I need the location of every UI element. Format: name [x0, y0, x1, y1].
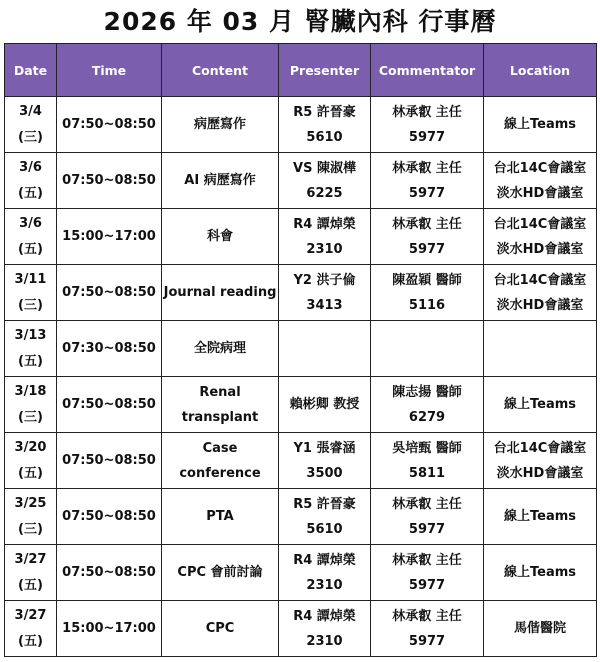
location-cell [484, 377, 597, 433]
presenter-line: VS 陳淑樺 [293, 160, 356, 176]
date-text: 3/13 [14, 327, 47, 343]
location-cell [484, 153, 597, 209]
weekday-text: (三) [18, 521, 43, 537]
presenter-line: R5 許晉豪 [293, 496, 356, 512]
date-text: 3/27 [14, 607, 47, 623]
commentator-line: 林承叡 主任 [392, 496, 462, 512]
weekday-text: (五) [18, 353, 43, 369]
commentator-cell [371, 489, 484, 545]
presenter-line: R5 許晉豪 [293, 104, 356, 120]
commentator-line: 林承叡 主任 [392, 160, 462, 176]
weekday-text: (五) [18, 577, 43, 593]
table-row [5, 321, 597, 377]
presenter-line: 3500 [306, 465, 343, 481]
content-cell: CPC [162, 601, 279, 657]
content-cell: Case conference [162, 433, 279, 489]
content-cell: 科會 [162, 209, 279, 265]
commentator-line: 5977 [408, 185, 446, 201]
date-text: 3/11 [14, 271, 47, 287]
content-cell: Renal transplant [162, 377, 279, 433]
content-cell: Journal reading [162, 265, 279, 321]
presenter-cell [279, 601, 371, 657]
presenter-line: R4 譚焯榮 [293, 216, 356, 232]
time-cell: 07:50~08:50 [57, 377, 162, 433]
commentator-line: 5977 [408, 129, 446, 145]
table-row [5, 265, 597, 321]
time-cell: 07:50~08:50 [57, 433, 162, 489]
table-row [5, 433, 597, 489]
date-cell [5, 153, 57, 209]
date-cell [5, 97, 57, 153]
weekday-text: (三) [18, 297, 43, 313]
weekday-text: (三) [18, 129, 43, 145]
time-cell: 07:30~08:50 [57, 321, 162, 377]
date-cell [5, 265, 57, 321]
presenter-cell [279, 489, 371, 545]
location-line: 線上Teams [503, 509, 576, 524]
commentator-cell [371, 377, 484, 433]
table-row [5, 209, 597, 265]
presenter-line: 5610 [306, 521, 343, 537]
weekday-text: (五) [18, 185, 43, 201]
commentator-cell [371, 209, 484, 265]
commentator-line: 林承叡 主任 [392, 608, 462, 624]
commentator-cell [371, 545, 484, 601]
presenter-line: 6225 [306, 185, 343, 201]
location-cell [484, 601, 597, 657]
location-cell [484, 321, 597, 377]
page-title: 2026 年 03 月 腎臟內科 行事曆 [103, 7, 497, 36]
presenter-line: Y1 張睿涵 [293, 440, 356, 456]
commentator-line: 5977 [408, 633, 446, 649]
header-location: Location [484, 44, 597, 97]
date-cell [5, 545, 57, 601]
location-cell [484, 209, 597, 265]
time-cell: 07:50~08:50 [57, 489, 162, 545]
weekday-text: (五) [18, 241, 43, 257]
date-text: 3/4 [19, 103, 42, 119]
presenter-line: 2310 [306, 577, 343, 593]
header-content: Content [162, 44, 279, 97]
commentator-line: 5977 [408, 521, 446, 537]
commentator-line: 5977 [408, 577, 446, 593]
content-cell: 病歷寫作 [162, 97, 279, 153]
location-cell [484, 489, 597, 545]
presenter-line: 賴彬卿 教授 [289, 397, 360, 412]
date-text: 3/27 [14, 551, 47, 567]
commentator-cell [371, 153, 484, 209]
commentator-line: 5977 [408, 241, 446, 257]
location-line: 線上Teams [503, 397, 576, 412]
location-line: 線上Teams [503, 117, 576, 132]
commentator-line: 陳志揚 醫師 [392, 384, 462, 400]
content-cell: 全院病理 [162, 321, 279, 377]
location-cell [484, 433, 597, 489]
weekday-text: (五) [18, 465, 43, 481]
commentator-line: 陳盈穎 醫師 [392, 272, 462, 288]
schedule-table [4, 43, 597, 657]
commentator-line: 林承叡 主任 [392, 552, 462, 568]
location-line: 淡水HD會議室 [496, 241, 584, 257]
commentator-line: 6279 [408, 409, 446, 425]
presenter-cell [279, 265, 371, 321]
commentator-line: 林承叡 主任 [392, 104, 462, 120]
time-cell: 15:00~17:00 [57, 601, 162, 657]
table-row [5, 489, 597, 545]
location-line: 台北14C會議室 [493, 440, 587, 456]
table-row [5, 601, 597, 657]
table-row [5, 97, 597, 153]
time-cell: 07:50~08:50 [57, 545, 162, 601]
header-commentator: Commentator [371, 44, 484, 97]
weekday-text: (五) [18, 633, 43, 649]
time-cell: 07:50~08:50 [57, 153, 162, 209]
location-cell [484, 265, 597, 321]
header-presenter: Presenter [279, 44, 371, 97]
location-cell [484, 545, 597, 601]
date-cell [5, 321, 57, 377]
time-cell: 07:50~08:50 [57, 97, 162, 153]
date-text: 3/25 [14, 495, 47, 511]
presenter-cell [279, 97, 371, 153]
weekday-text: (三) [18, 409, 43, 425]
presenter-cell [279, 433, 371, 489]
time-cell: 07:50~08:50 [57, 265, 162, 321]
location-line: 淡水HD會議室 [496, 465, 584, 481]
presenter-cell [279, 321, 371, 377]
commentator-cell [371, 265, 484, 321]
location-line: 線上Teams [503, 565, 576, 580]
presenter-cell [279, 209, 371, 265]
commentator-cell [371, 433, 484, 489]
presenter-cell [279, 153, 371, 209]
presenter-line: 5610 [306, 129, 343, 145]
commentator-cell [371, 97, 484, 153]
header-time: Time [57, 44, 162, 97]
header-date: Date [5, 44, 57, 97]
content-cell: CPC 會前討論 [162, 545, 279, 601]
presenter-line: 2310 [306, 633, 343, 649]
time-cell: 15:00~17:00 [57, 209, 162, 265]
commentator-cell [371, 601, 484, 657]
table-row [5, 377, 597, 433]
presenter-cell [279, 377, 371, 433]
presenter-cell [279, 545, 371, 601]
location-line: 台北14C會議室 [493, 272, 587, 288]
location-line: 馬偕醫院 [513, 621, 566, 636]
date-text: 3/6 [19, 159, 42, 175]
header-row [5, 44, 597, 97]
table-row [5, 545, 597, 601]
commentator-cell [371, 321, 484, 377]
location-line: 台北14C會議室 [493, 160, 587, 176]
table-row [5, 153, 597, 209]
date-text: 3/20 [14, 439, 47, 455]
date-text: 3/6 [19, 215, 42, 231]
location-cell [484, 97, 597, 153]
commentator-line: 5116 [408, 297, 446, 313]
date-cell [5, 601, 57, 657]
presenter-line: R4 譚焯榮 [293, 608, 356, 624]
commentator-line: 林承叡 主任 [392, 216, 462, 232]
commentator-line: 吳培甄 醫師 [392, 440, 462, 456]
content-cell: AI 病歷寫作 [162, 153, 279, 209]
date-cell [5, 377, 57, 433]
content-cell: PTA [162, 489, 279, 545]
presenter-line: R4 譚焯榮 [293, 552, 356, 568]
date-text: 3/18 [14, 383, 47, 399]
location-line: 淡水HD會議室 [496, 297, 584, 313]
presenter-line: 2310 [306, 241, 343, 257]
date-cell [5, 433, 57, 489]
presenter-line: 3413 [306, 297, 343, 313]
commentator-line: 5811 [408, 465, 446, 481]
location-line: 淡水HD會議室 [496, 185, 584, 201]
date-cell [5, 209, 57, 265]
date-cell [5, 489, 57, 545]
location-line: 台北14C會議室 [493, 216, 587, 232]
presenter-line: Y2 洪子倫 [293, 272, 356, 288]
